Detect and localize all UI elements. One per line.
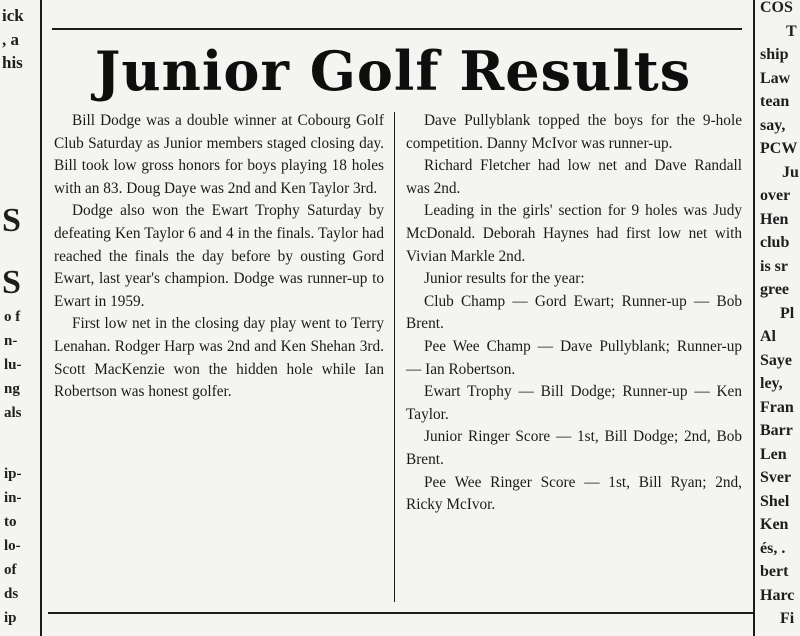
- result-line: Club Champ — Gord Ewart; Runner-up — Bob Brent.: [406, 292, 742, 333]
- result-line: Pee Wee Ringer Score — 1st, Bill Ryan; 2nd, Ricky McIvor.: [406, 473, 742, 514]
- fragment: Ken: [760, 516, 789, 533]
- fragment: tean: [760, 93, 790, 110]
- article-right-column: [406, 110, 742, 517]
- fragment: ip-: [4, 466, 22, 482]
- top-rule: [52, 28, 742, 30]
- fragment: Saye: [760, 351, 792, 369]
- fragment: ds: [4, 586, 19, 602]
- fragment: lo-: [4, 538, 21, 554]
- fragment: is sr: [760, 257, 788, 275]
- fragment: , a: [2, 29, 19, 49]
- left-edge-fragments: [4, 305, 22, 425]
- fragment: als: [4, 405, 22, 421]
- article-paragraph: Dodge also won the Ewart Trophy Saturday by defeating Ken Taylor 6 and 4 in the finals. Taylor had reached the finals the day before by ousting Gord Ewart, last year's champion. Dodge was runner-up to Ewart in 1959.: [54, 202, 384, 310]
- fragment: to: [4, 514, 17, 530]
- column-divider: [394, 112, 395, 602]
- fragment: Al: [760, 328, 776, 345]
- article-paragraph: Leading in the girls' section for 9 holes was Judy McDonald. Deborah Haynes had first low net with Vivian Markle 2nd.: [406, 202, 742, 265]
- article-paragraph: Bill Dodge was a double winner at Cobourg Golf Club Saturday as Junior members staged closing day. Bill took low gross honors for boys playing 18 holes with an 83. Doug Daye was 2nd and Ken Taylor 3rd.: [54, 112, 384, 197]
- fragment: ip: [4, 610, 17, 626]
- fragment: PCW: [760, 140, 798, 157]
- article-paragraph: Richard Fletcher had low net and Dave Randall was 2nd.: [406, 157, 742, 197]
- fragment: ng: [4, 381, 20, 397]
- article-paragraph: Dave Pullyblank topped the boys for the 9-hole competition. Danny McIvor was runner-up.: [406, 112, 742, 152]
- fragment: Sver: [760, 469, 792, 486]
- fragment: in-: [4, 490, 22, 506]
- result-line: Junior Ringer Score — 1st, Bill Dodge; 2nd, Bob Brent.: [406, 428, 742, 468]
- article-paragraph: First low net in the closing day play went to Terry Lenahan. Rodger Harp was 2nd and Ken Shehan 3rd. Scott MacKenzie won the hidden hole while Ian Robertson was honest golfer.: [54, 315, 384, 401]
- bottom-rule: [48, 612, 753, 614]
- fragment: Harc: [760, 586, 795, 604]
- article-left-column: [54, 110, 384, 404]
- fragment: Pl: [780, 304, 795, 322]
- column-rule-right: [753, 0, 755, 636]
- left-edge-fragments: [2, 190, 21, 314]
- result-line: Ewart Trophy — Bill Dodge; Runner-up — Ken Taylor.: [406, 383, 742, 423]
- fragment: Fran: [760, 398, 794, 416]
- fragment: club: [760, 234, 790, 251]
- fragment: Ju: [782, 163, 799, 181]
- left-edge-fragments: [2, 4, 24, 75]
- column-rule-left: [40, 0, 42, 636]
- fragment: o f: [4, 309, 21, 325]
- fragment: és, .: [760, 539, 786, 557]
- fragment: S: [2, 202, 21, 239]
- fragment: T: [786, 22, 797, 40]
- fragment: ley,: [760, 375, 783, 392]
- result-line: Pee Wee Champ — Dave Pullyblank; Runner-up — Ian Robertson.: [406, 337, 742, 378]
- fragment: n-: [4, 333, 18, 349]
- headline: Junior Golf Results: [94, 39, 692, 103]
- fragment: Len: [760, 445, 787, 463]
- fragment: his: [2, 53, 23, 72]
- fragment: Fi: [780, 610, 795, 627]
- fragment: ship: [760, 46, 789, 63]
- fragment: gree: [760, 281, 790, 298]
- fragment: ick: [2, 6, 24, 25]
- fragment: of: [4, 562, 17, 578]
- fragment: bert: [760, 563, 789, 580]
- fragment: COS: [760, 0, 793, 16]
- fragment: Shel: [760, 492, 790, 510]
- fragment: S: [2, 264, 21, 301]
- fragment: Barr: [760, 422, 793, 439]
- fragment: over: [760, 187, 791, 204]
- fragment: say,: [760, 116, 786, 134]
- fragment: Hen: [760, 210, 789, 228]
- left-edge-fragments: [4, 462, 22, 630]
- right-edge-fragments: [760, 0, 799, 631]
- fragment: Law: [760, 69, 791, 87]
- results-intro: Junior results for the year:: [424, 270, 585, 288]
- fragment: lu-: [4, 357, 22, 373]
